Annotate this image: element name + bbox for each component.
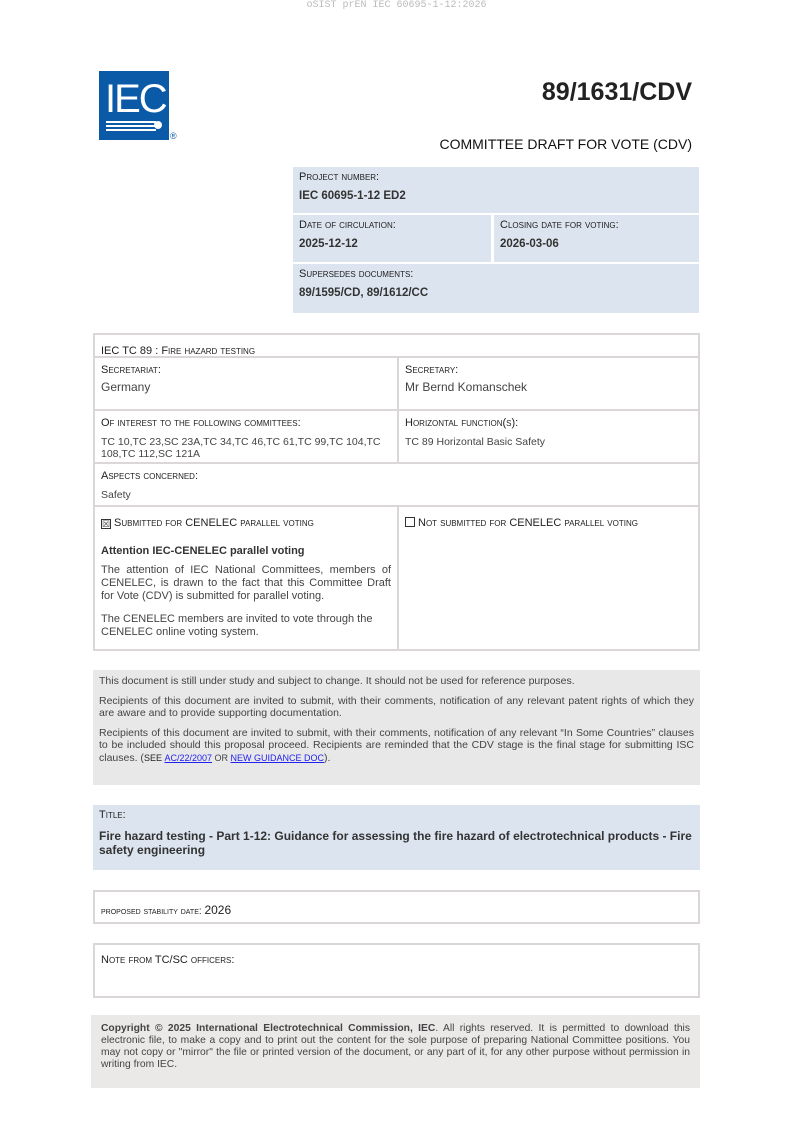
aspects-label: Aspects concerned: xyxy=(101,470,199,482)
circulation-cell xyxy=(293,215,491,262)
stability-box xyxy=(93,890,700,924)
closing-label: Closing date for voting: xyxy=(500,219,619,231)
notice-isc: Recipients of this document are invited to submit, with their comments, notification of any relevant “In Some Countries” clauses to be included should this proposal proceed. Recipients are reminded that the CDV stage is the final stage for submitting ISC clauses. (SEE AC/22/2007 OR NEW GUIDANCE DOC). xyxy=(99,726,694,764)
attention-text: The attention of IEC National Committees, members of CENELEC, is drawn to the fact that this Committee Draft for Vote (CDV) is submitted for parallel voting. xyxy=(101,564,391,602)
secretariat-label: Secretariat: xyxy=(101,364,161,376)
closing-cell xyxy=(494,215,699,262)
supersedes-label: Supersedes documents: xyxy=(299,268,414,280)
committee-name: IEC TC 89 : Fire hazard testing xyxy=(101,345,256,357)
new-guidance-doc-link[interactable]: NEW GUIDANCE DOC xyxy=(230,752,325,763)
attention-voting-text: The CENELEC members are invited to vote through the CENELEC online voting system. xyxy=(101,613,373,638)
secretariat-value: Germany xyxy=(101,380,151,394)
document-number: 89/1631/CDV xyxy=(541,78,692,106)
title-value: Fire hazard testing - Part 1-12: Guidance for assessing the fire hazard of electrotechnical products - Fire safety engineering xyxy=(99,829,692,857)
submitted-label: Submitted for CENELEC parallel voting xyxy=(114,517,314,529)
secretariat-cell xyxy=(95,360,395,398)
notice-patent: Recipients of this document are invited to submit, with their comments, notification of any relevant patent rights of which they are aware and to provide supporting documentation. xyxy=(99,694,694,719)
logo-text: IEC xyxy=(105,77,166,121)
aspects-cell xyxy=(95,466,204,506)
stability-value: 2026 xyxy=(204,903,232,917)
document-type: COMMITTEE DRAFT FOR VOTE (CDV) xyxy=(439,136,692,152)
attention-heading: Attention IEC-CENELEC parallel voting xyxy=(101,545,305,557)
not-submitted-label: Not submitted for CENELEC parallel voting xyxy=(418,517,638,529)
horizontal-value: TC 89 Horizontal Basic Safety xyxy=(405,436,546,448)
secretary-cell xyxy=(399,360,533,398)
note-box xyxy=(93,943,700,998)
iec-logo xyxy=(99,71,169,140)
copyright-text: . All rights reserved. It is permitted to download this electronic file, to make a copy and to print out the content for the sole purpose of preparing National Committee positions. You may not copy or "mirror" the file or printed version of the document, or any part of it, for any other purpose without permission in writing from IEC. xyxy=(101,1023,690,1070)
circulation-label: Date of circulation: xyxy=(299,219,396,231)
secretary-label: Secretary: xyxy=(405,364,459,376)
project-number-value: IEC 60695-1-12 ED2 xyxy=(299,190,406,202)
title-label: Title: xyxy=(99,809,126,821)
supersedes-value: 89/1595/CD, 89/1612/CC xyxy=(299,287,429,299)
note-label: Note from TC/SC officers: xyxy=(101,954,235,966)
stability-label: proposed stability date: xyxy=(101,906,205,917)
horizontal-label: Horizontal function(s): xyxy=(405,417,519,429)
aspects-value: Safety xyxy=(101,489,131,501)
not-submitted-cell xyxy=(399,509,644,535)
secretary-value: Mr Bernd Komanschek xyxy=(405,380,528,394)
circulation-value: 2025-12-12 xyxy=(299,238,358,250)
registered-mark: ® xyxy=(170,131,177,141)
watermark: oSIST prEN IEC 60695-1-12:2026 xyxy=(306,0,487,11)
horizontal-cell xyxy=(399,413,551,453)
interest-cell xyxy=(95,413,395,464)
title-box xyxy=(93,805,700,870)
interest-label: Of interest to the following committees: xyxy=(101,417,301,429)
copyright-box xyxy=(91,1015,700,1088)
supersedes-cell xyxy=(293,264,699,313)
notice-study: This document is still under study and subject to change. It should not be used for reference purposes. xyxy=(99,675,575,687)
interest-value: TC 10,TC 23,SC 23A,TC 34,TC 46,TC 61,TC 99,TC 104,TC 108,TC 112,SC 121A xyxy=(101,436,381,460)
submitted-cell xyxy=(95,509,397,643)
not-submitted-checkbox[interactable] xyxy=(405,517,415,527)
submitted-checkbox[interactable]: ☒ xyxy=(102,519,111,529)
project-number-cell xyxy=(293,167,699,213)
project-number-label: Project number: xyxy=(299,171,380,183)
copyright-heading: Copyright © 2025 International Electrotechnical Commission, IEC xyxy=(101,1023,436,1034)
committee-table xyxy=(93,333,700,651)
notice-box xyxy=(93,670,700,785)
ac-22-2007-link[interactable]: AC/22/2007 xyxy=(164,752,212,763)
closing-value: 2026-03-06 xyxy=(500,238,559,250)
